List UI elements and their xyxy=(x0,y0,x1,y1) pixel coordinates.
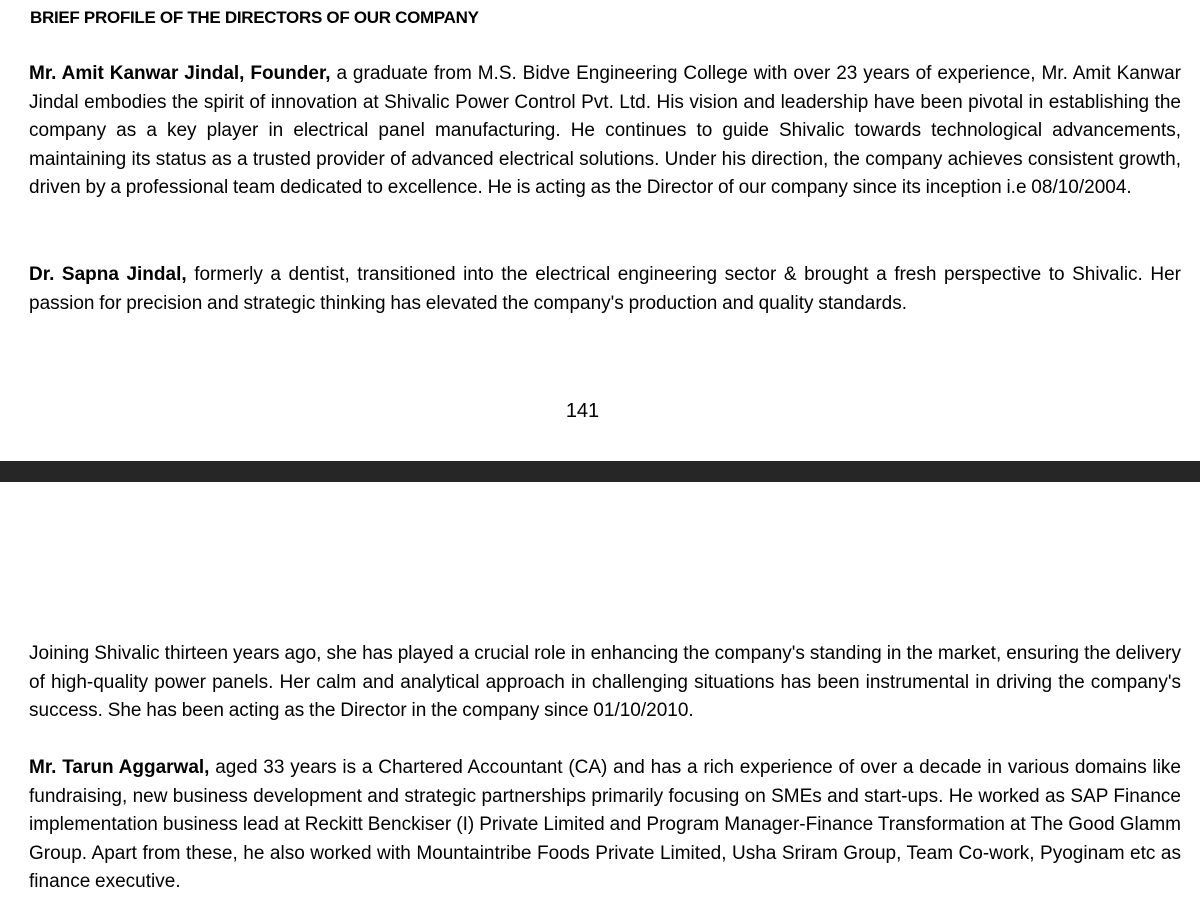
director-name: Mr. Amit Kanwar Jindal, Founder, xyxy=(29,63,331,84)
director-profile-amit-kanwar-jindal xyxy=(29,60,1181,203)
director-profile-sapna-jindal-continued xyxy=(29,640,1181,726)
director-description: aged 33 years is a Chartered Accountant (CA) and has a rich experience of over a decade in various domains like fundraising, new business development and strategic partnerships primarily focusing on SMEs and start-ups. He worked as SAP Finance implementation business lead at Reckitt Benckiser (I) Private Limited and Program Manager-Finance Transformation at The Good Glamm Group. Apart from these, he also worked with Mountaintribe Foods Private Limited, Usha Sriram Group, Team Co-work, Pyoginam etc as finance executive. xyxy=(29,757,1181,893)
director-description: a graduate from M.S. Bidve Engineering College with over 23 years of experience, Mr. Amit Kanwar Jindal embodies the spirit of innovation at Shivalic Power Control Pvt. Ltd. His vision and leadership have been pivotal in establishing the company as a key player in electrical panel manufacturing. He continues to guide Shivalic towards technological advancements, maintaining its status as a trusted provider of advanced electrical solutions. Under his direction, the company achieves consistent growth, driven by a professional team dedicated to excellence. He is acting as the Director of our company since its inception i.e 08/10/2004. xyxy=(29,63,1182,199)
document-page-142 xyxy=(0,482,1200,912)
page-break-divider xyxy=(0,461,1200,482)
director-description: Joining Shivalic thirteen years ago, she has played a crucial role in enhancing the company's standing in the market, ensuring the delivery of high-quality power panels. Her calm and analytical approach in challenging situations has been instrumental in driving the company's success. She has been acting as the Director in the company since 01/10/2010. xyxy=(29,643,1181,722)
section-heading: BRIEF PROFILE OF THE DIRECTORS OF OUR COMPANY xyxy=(30,8,479,27)
director-description: formerly a dentist, transitioned into the electrical engineering sector & brought a fresh perspective to Shivalic. Her passion for precision and strategic thinking has elevated the company's production and quality standards. xyxy=(29,264,1182,314)
director-profile-sapna-jindal xyxy=(29,261,1181,318)
director-name: Mr. Tarun Aggarwal, xyxy=(29,757,210,778)
director-profile-tarun-aggarwal xyxy=(29,754,1181,897)
page-number: 141 xyxy=(565,400,600,422)
director-name: Dr. Sapna Jindal, xyxy=(29,264,187,285)
